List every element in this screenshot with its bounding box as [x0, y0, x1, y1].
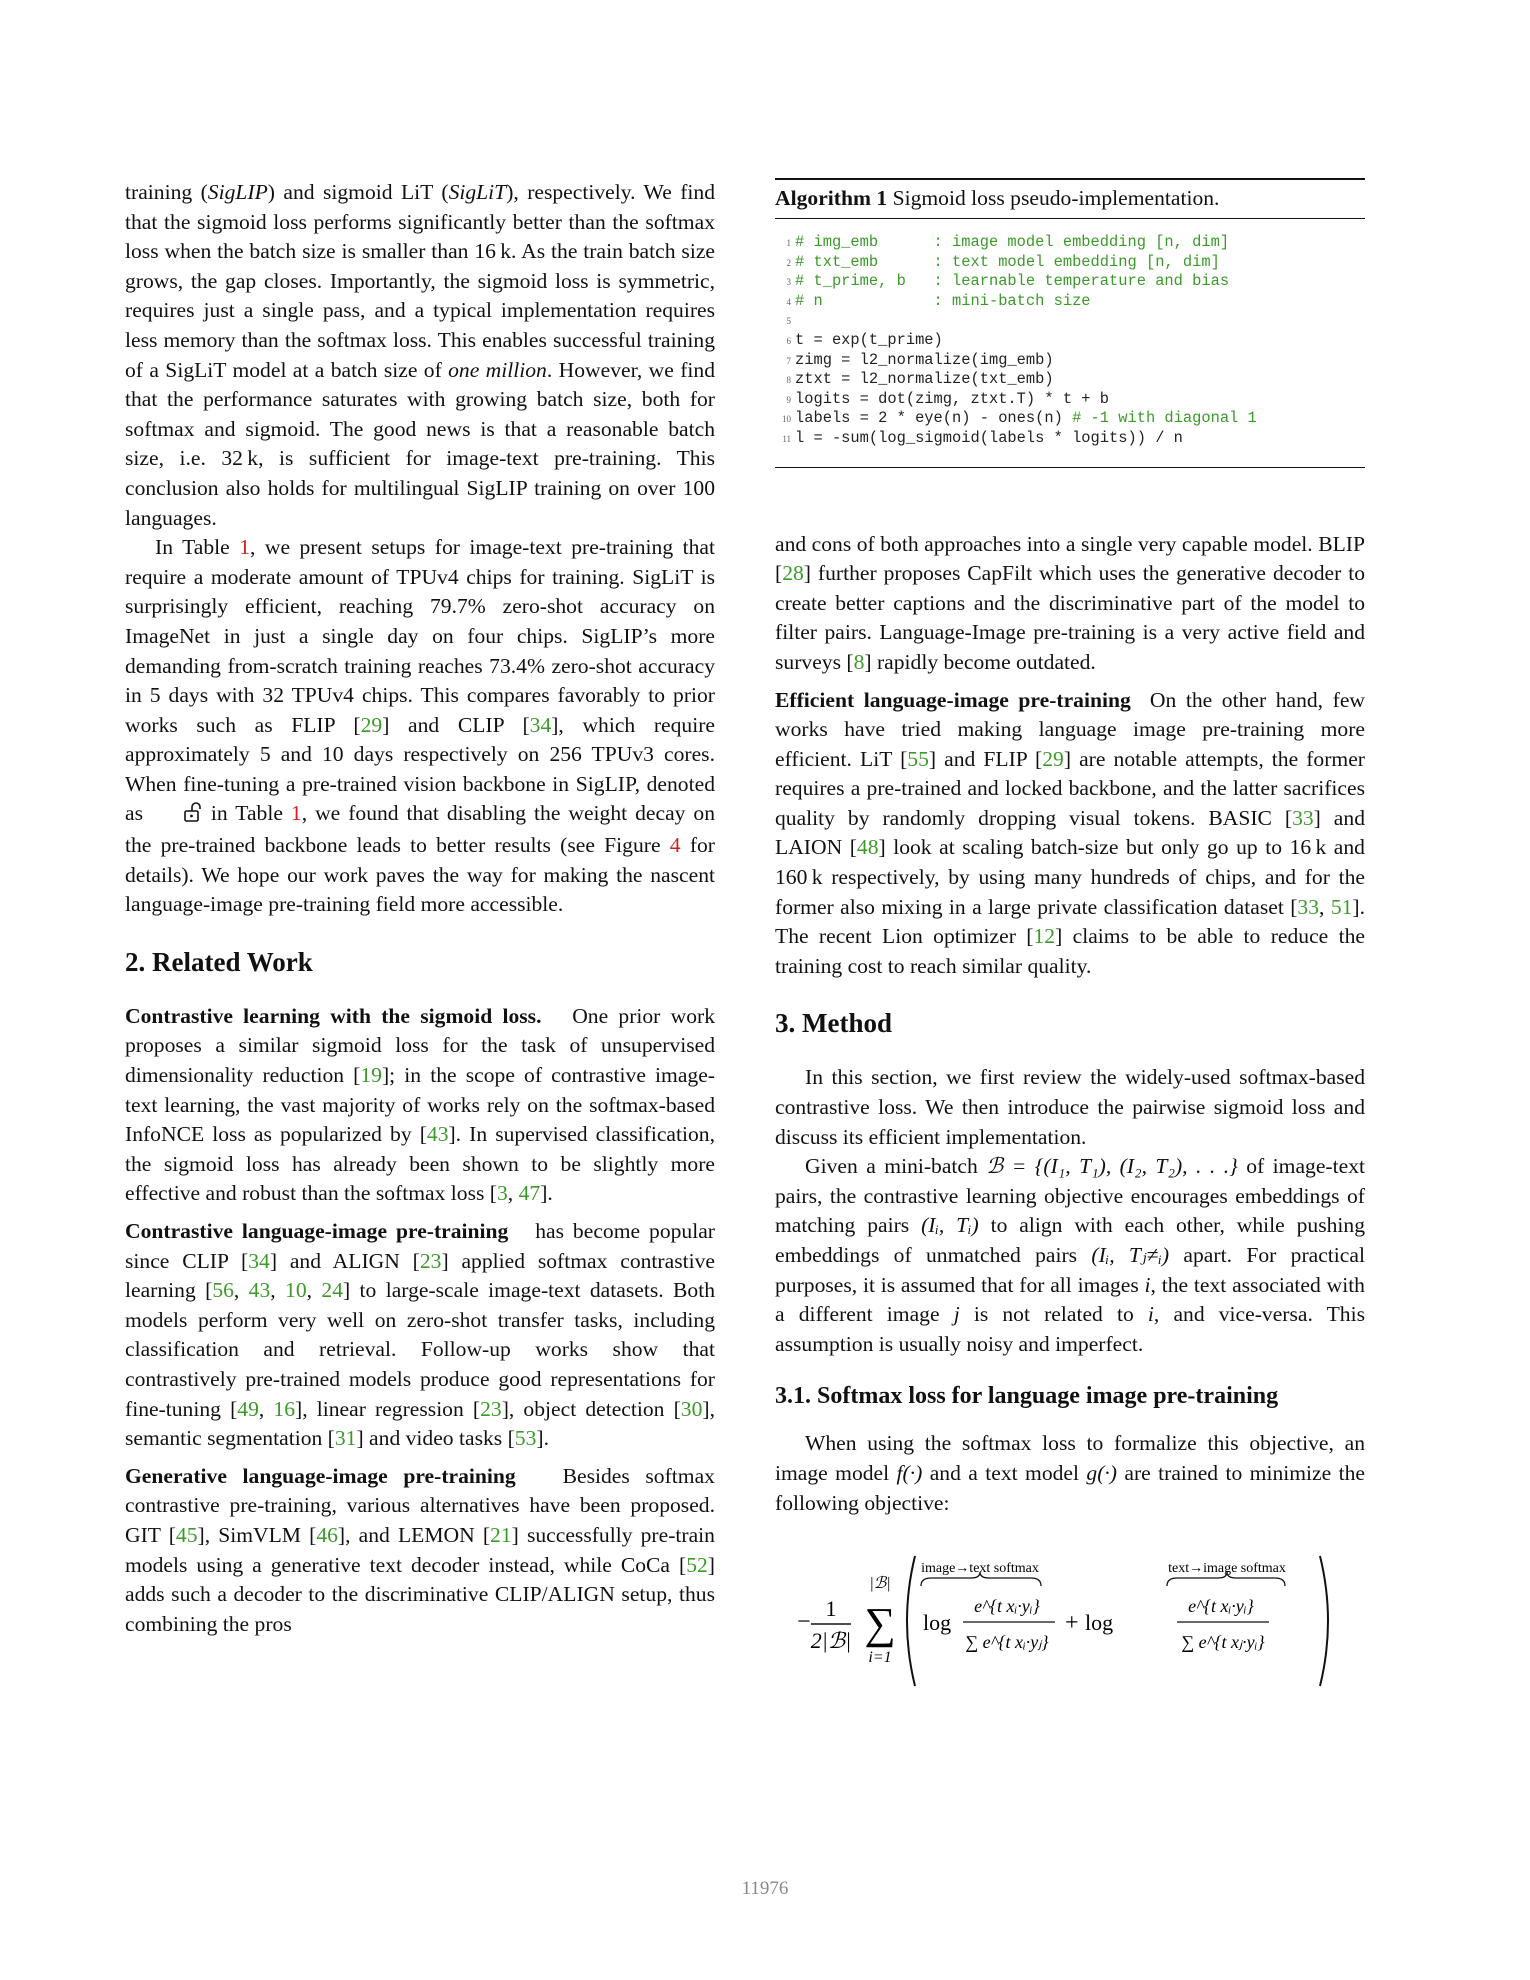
section-heading-method: 3. Method [775, 1008, 892, 1039]
citation[interactable]: 23 [419, 1248, 442, 1273]
code-line [775, 390, 1365, 410]
table-ref[interactable]: 1 [290, 801, 302, 826]
eq-brace-label-text-image: text→image softmax [1168, 1561, 1286, 1577]
code-text: labels = 2 * eye(n) - ones(n) [795, 409, 1073, 428]
method-intro-paragraph: In this section, we first review the widely-used softmax-based contrastive loss. We then introduce the pairwise sigmoid loss and discuss its efficient implementation. [775, 1065, 1365, 1149]
line-number: 6 [786, 335, 791, 346]
citation[interactable]: 24 [321, 1278, 343, 1303]
eq-frac1-denominator: ∑ e^{t xᵢ·yⱼ} [965, 1632, 1049, 1653]
eq-frac2-denominator: ∑ e^{t xⱼ·yᵢ} [1181, 1632, 1265, 1653]
code-comment: # -1 with diagonal 1 [1072, 409, 1257, 428]
line-number: 11 [782, 433, 791, 444]
citation[interactable]: 45 [175, 1522, 198, 1547]
citation[interactable]: 10 [285, 1278, 307, 1303]
line-number: 1 [786, 238, 791, 248]
citation[interactable]: 43 [426, 1122, 449, 1147]
code-comment: # n : mini-batch size [795, 291, 1091, 310]
citation[interactable]: 47 [518, 1181, 541, 1206]
code-line [775, 292, 1365, 312]
code-text: logits = dot(zimg, ztxt.T) * t + b [795, 389, 1110, 408]
page-number: 11976 [741, 1878, 789, 1899]
citation[interactable]: 12 [1033, 924, 1056, 949]
blip-paragraph: and cons of both approaches into a single very capable model. BLIP [28] further proposes CapFilt which uses the generative decoder to create better captions and the discriminative part of the model to filter pairs. Language-Image pre-training is a very active field and surveys [8] rapidly become outdated. [775, 531, 1365, 674]
code-text: t = exp(t_prime) [795, 330, 943, 349]
algorithm-box [775, 178, 1365, 468]
line-number: 8 [786, 375, 791, 386]
citation[interactable]: 34 [529, 712, 552, 737]
efficient-pretraining-paragraph: Efficient language-image pre-training On the other hand, few works have tried making language image pre-training more efficient. LiT [55] and FLIP [29] are notable attempts, the former requires a pre-trained and locked backbone, and the latter sacrifices quality by randomly dropping visual tokens. BASIC [33] and LAION [48] look at scaling batch-size but only go up to 16 k and 160 k respectively, by using many hundreds of chips, and for the former also mixing in a large private classification dataset [33, 51]. The recent Lion optimizer [12] claims to be able to reduce the training cost to reach similar quality. [775, 687, 1365, 978]
line-number: 2 [786, 257, 791, 268]
citation[interactable]: 28 [782, 561, 804, 586]
eq-sum-sign: ∑ [864, 1599, 896, 1649]
code-comment: # img_emb : image model embedding [n, dim] [795, 233, 1230, 251]
citation[interactable]: 21 [490, 1522, 512, 1547]
eq-numerator: 1 [825, 1596, 837, 1622]
eq-plus: + [1065, 1610, 1079, 1637]
citation[interactable]: 29 [1042, 746, 1064, 771]
code-line [775, 272, 1365, 292]
eq-frac1-numerator: e^{t xᵢ·yᵢ} [974, 1596, 1040, 1617]
eq-log-2: log [1085, 1610, 1114, 1636]
line-number: 4 [786, 296, 791, 307]
citation[interactable]: 51 [1330, 894, 1353, 919]
eq-denominator: 2|ℬ| [810, 1628, 852, 1654]
left-column [125, 178, 715, 1639]
algorithm-title: Algorithm 1 Sigmoid loss pseudo-implementation. [775, 182, 1365, 219]
figure-ref[interactable]: 4 [669, 833, 681, 858]
citation[interactable]: 29 [360, 712, 383, 737]
code-line [775, 311, 1365, 331]
citation[interactable]: 49 [237, 1396, 259, 1421]
eq-sum-lower: i=1 [868, 1649, 892, 1667]
subsection-heading-softmax: 3.1. Softmax loss for language image pre-training [775, 1383, 1279, 1410]
table-setups-paragraph: In Table 1, we present setups for image-text pre-training that require a moderate amount of TPUv4 chips for training. SigLiT is surprisingly efficient, reaching 79.7% zero-shot accuracy on ImageNet in just a single day on four chips. SigLIP’s more demanding from-scratch training reaches 73.4% zero-shot accuracy in 5 days with 32 TPUv4 chips. This compares favorably to prior works such as FLIP [29] and CLIP [34], which require approximately 5 and 10 days respectively on 256 TPUv3 cores. When fine-tuning a pre-trained vision backbone in SigLIP, denoted as in Table 1, we found that disabling the weight decay on the pre-trained backbone leads to better results (see Figure 4 for details). We hope our work paves the way for making the nascent language-image pre-training field more accessible. [125, 535, 716, 917]
line-number: 9 [786, 394, 791, 405]
code-text: ztxt = l2_normalize(txt_emb) [795, 370, 1054, 389]
line-number: 5 [786, 316, 791, 327]
citation[interactable]: 19 [360, 1063, 382, 1088]
code-line [775, 253, 1365, 273]
sigmoid-loss-paragraph: Contrastive learning with the sigmoid loss. One prior work proposes a similar sigmoid loss for the task of unsupervised dimensionality reduction [19]; in the scope of contrastive image-text learning, the vast majority of works rely on the softmax-based InfoNCE loss as popularized by [43]. In supervised classification, the sigmoid loss has already been shown to be slightly more effective and robust than the softmax loss [3, 47]. [125, 1003, 715, 1206]
softmax-paragraph: When using the softmax loss to formalize this objective, an image model f(·) and a text model g(·) are trained to minimize the following objective: [775, 1431, 1365, 1515]
eq-brace-label-image-text: image→text softmax [921, 1561, 1039, 1577]
intro-paragraph: training (SigLIP) and sigmoid LiT (SigLiT), respectively. We find that the sigmoid loss performs significantly better than the softmax loss when the batch size is smaller than 16 k. As the train batch size grows, the gap closes. Importantly, the sigmoid loss is symmetric, requires just a single pass, and a typical implementation requires less memory than the softmax loss. This enables successful training of a SigLiT model at a batch size of one million. However, we find that the performance saturates with growing batch size, both for softmax and sigmoid. The good news is that a reasonable batch size, i.e. 32 k, is sufficient for image-text pre-training. This conclusion also holds for multilingual SigLIP training on over 100 languages. [125, 180, 715, 530]
code-text: zimg = l2_normalize(img_emb) [795, 350, 1054, 369]
code-listing [775, 219, 1365, 467]
citation[interactable]: 56 [212, 1278, 234, 1303]
code-line [775, 429, 1365, 449]
right-column [775, 178, 1365, 1696]
softmax-objective-equation [775, 1546, 1365, 1696]
code-text: l = -sum(log_sigmoid(labels * logits)) / n [795, 428, 1183, 447]
code-line [775, 233, 1365, 253]
eq-log-1: log [923, 1610, 952, 1636]
line-number: 7 [786, 355, 791, 366]
code-comment: # txt_emb : text model embedding [n, dim] [795, 252, 1220, 271]
code-line [775, 370, 1365, 390]
citation[interactable]: 48 [856, 835, 879, 860]
citation[interactable]: 53 [514, 1426, 537, 1451]
generative-pretraining-paragraph: Generative language-image pre-training Besides softmax contrastive pre-training, various alternatives have been proposed. GIT [45], SimVLM [46], and LEMON [21] successfully pre-train models using a generative text decoder instead, while CoCa [52] adds such a decoder to the discriminative CLIP/ALIGN setup, thus combining the pros [125, 1463, 715, 1636]
code-comment: # t_prime, b : learnable temperature and bias [795, 272, 1230, 291]
code-line [775, 409, 1365, 429]
code-line [775, 331, 1365, 351]
citation[interactable]: 55 [907, 746, 929, 771]
citation[interactable]: 23 [480, 1396, 502, 1421]
section-heading-related-work: 2. Related Work [125, 946, 313, 977]
citation[interactable]: 43 [248, 1278, 271, 1303]
citation[interactable]: 34 [248, 1248, 270, 1273]
eq-minus: − [797, 1609, 811, 1636]
citation[interactable]: 52 [686, 1552, 708, 1577]
citation[interactable]: 30 [680, 1396, 703, 1421]
citation[interactable]: 16 [273, 1396, 296, 1421]
eq-sum-upper: |ℬ| [869, 1575, 891, 1593]
contrastive-pretraining-paragraph: Contrastive language-image pre-training has become popular since CLIP [34] and ALIGN [23] applied softmax contrastive learning [56, 43, 10, 24] to large-scale image-text datasets. Both models perform very well on zero-shot transfer tasks, including classification and retrieval. Follow-up works show that contrastively pre-trained models produce good representations for fine-tuning [49, 16], linear regression [23], object detection [30], semantic segmentation [31] and video tasks [53]. [125, 1219, 715, 1451]
citation[interactable]: 46 [316, 1522, 338, 1547]
citation[interactable]: 33 [1292, 805, 1314, 830]
citation[interactable]: 8 [853, 649, 865, 674]
eq-frac2-numerator: e^{t xᵢ·yᵢ} [1188, 1596, 1254, 1617]
line-number: 10 [782, 414, 791, 425]
line-number: 3 [786, 277, 791, 288]
code-line [775, 351, 1365, 371]
table-ref[interactable]: 1 [239, 535, 250, 560]
citation[interactable]: 3 [497, 1181, 508, 1206]
unlock-icon [153, 801, 201, 831]
minibatch-paragraph: Given a mini-batch ℬ = {(I₁, T₁), (I₂, T₂), . . .} of image-text pairs, the contrastive learning objective encourages embeddings of matching pairs (Iᵢ, Tᵢ) to align with each other, while pushing embeddings of unmatched pairs (Iᵢ, Tⱼ≠ᵢ) apart. For practical purposes, it is assumed that for all images i, the text associated with a different image j is not related to i, and vice-versa. This assumption is usually noisy and imperfect. [775, 1154, 1365, 1356]
citation[interactable]: 33 [1297, 894, 1320, 919]
citation[interactable]: 31 [334, 1426, 357, 1451]
